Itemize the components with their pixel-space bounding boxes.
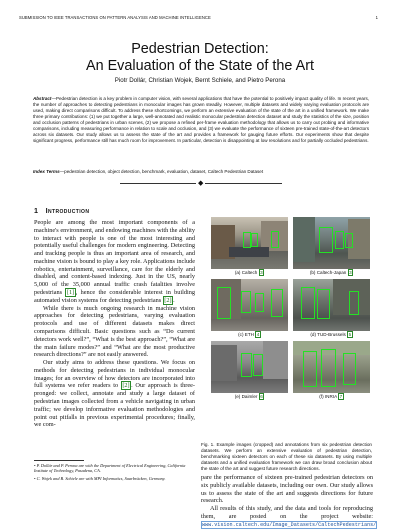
figure-panel-daimler [211,341,288,400]
intro-paragraph-1: People are among the most important components of a machine's environment, and endowing machines with the ability to interact with people is one of the most interesting and potentially useful challenges for modern engineering. Detecting and tracking people is thus an important area of research, and machine vision is bound to play a key role. Applications include robotics, entertainment, surveillance, care for the elderly and disabled, and content-based indexing. Just in the US, nearly 5,000 of the 35,000 annual traffic crash fatalities involve pedestrians [1] , hence the considerable interest in building automated vision systems for detecting pedestrians [2] . [34,219,196,304]
pedestrian-box [217,287,231,319]
citation-link[interactable]: 4 [256,332,260,337]
citation-link[interactable]: 6 [260,394,263,399]
intro-paragraph-3 [34,359,195,429]
section-title: Introduction [45,206,90,215]
panel-label: (e) Daimler [234,394,258,399]
figure-panel-caltech [211,217,288,276]
col2-paragraph-2 [201,505,377,529]
journal-name: SUBMISSION TO IEEE TRANSACTIONS ON PATTERN ANALYSIS AND MACHINE INTELLIGENCE [19,15,211,20]
pedestrian-box [343,353,356,385]
panel-caption [211,331,288,338]
citation-link[interactable]: [2] [164,296,172,304]
index-terms-label: Index Terms [33,169,60,174]
figure-panel-eth [211,279,288,338]
page-number: 1 [375,15,378,20]
pedestrian-box [321,349,336,387]
abstract [33,96,369,144]
pedestrian-box [303,351,317,387]
footnote-2-text: C. Wojek and B. Schiele are with MPI Informatics, Saarbrücken, Germany. [36,476,166,482]
index-terms-text: —pedestrian detection, object detection, benchmark, evaluation, dataset, Caltech Pedestrian Dataset [59,169,264,174]
abstract-text: —Pedestrian detection is a key problem in computer vision, with several applications that have the potential to positively impact quality of life. In recent years, the number of approaches to detecting pedestrians in monocular images has grown steadily. However, multiple datasets and widely varying evaluation protocols are used, making direct comparisons difficult. To address these shortcomings, we perform an extensive evaluation of the state of the art in a unified framework. We make three primary contributions: (1) we put together a large, well-annotated and realistic monocular pedestrian detection dataset and study the statistics of the size, position and occlusion patterns of pedestrians in urban scenes, (2) we propose a refined per-frame evaluation methodology that allows us to carry out probing and informative comparisons, including measuring performance in relation to scale and occlusion, and (3) we evaluate the performance of sixteen pre-trained state-of-the-art detectors across six datasets. Our study allows us to assess the state of the art and provides a framework for gauging future efforts. Our experiments show that despite significant progress, performance still has much room for improvement. In particular, detection is disappointing at low resolutions and for partially occluded pedestrians. [33,96,369,144]
pedestrian-box [345,233,353,248]
panel-caption [293,393,370,400]
street-photo [211,341,288,393]
pedestrian-box [271,289,283,317]
intro-paragraph-2: While there is much ongoing research in machine vision approaches for detecting pedestrians, varying evaluation protocols and use of different datasets makes direct comparisons difficult. Basic questions such as “Do current detectors work well?”, “What is the best approach?”, “What are the main failure modes?” and “What are the most productive research directions?” are not easily answered. [34,304,195,359]
pedestrian-box [241,291,251,313]
right-column-text [201,474,377,529]
section-heading [34,206,89,215]
title-line-2: An Evaluation of the State of the Art [85,58,314,74]
figure-panel-tud-brussels [293,279,370,338]
paper-title [0,41,400,75]
footnote-affiliation-1: • P. Dollár and P. Perona are with the Department of Electrical Engineering, California Institute of Technology, Pasadena, CA. [34,463,186,474]
street-photo [211,279,288,331]
pedestrian-box [335,231,344,249]
pedestrian-box [349,291,359,315]
footnotes [34,463,195,484]
figure-1 [211,217,370,443]
panel-label: (c) ETH [238,332,254,337]
intro-p3-text: Our study aims to address these questions. We focus on methods for detecting pedestrians in individual monocular images; for an overview of how detectors are incorporated into full systems we refer readers to [34,359,195,390]
author-list: Piotr Dollár, Christian Wojek, Bernt Schiele, and Pietro Perona [114,77,286,84]
street-photo [293,341,370,393]
footnote-rule [34,460,84,461]
intro-column [34,219,195,429]
pedestrian-box [319,227,333,253]
panel-caption [211,393,288,400]
col2-paragraph-1: pare the performance of sixteen pre-trained pedestrian detectors on six publicly available datasets, including our own. Our study allows us to assess the state of the art and suggests directions for future research. [201,474,373,505]
panel-caption [293,269,370,276]
abstract-label: Abstract [33,96,52,101]
figure-panel-caltech-japan [293,217,370,276]
citation-link[interactable]: 3 [260,270,263,275]
project-url-link[interactable]: www.vision.caltech.edu/Image_Datasets/CaltechPedestrians/ [202,521,377,528]
figure-caption: Fig. 1. Example images (cropped) and annotations from six pedestrian detection datasets. We perform an extensive evaluation of pedestrian detection, benchmarking sixteen detectors on each of these six datasets. By using multiple datasets and a unified evaluation framework we can draw broad conclusion about the state of the art and suggest future research directions. [201,442,372,471]
figure-panel-inria [293,341,370,400]
col2-p2-text: All results of this study, and the data and tools for reproducing them, are posted on the project website: [201,505,373,520]
pedestrian-box [251,233,258,247]
panel-label: (d) TUD-Brussels [310,332,346,337]
citation-link[interactable]: [2] [122,382,130,390]
panel-label: (a) Caltech [234,270,258,275]
street-photo [293,217,370,269]
citation-link[interactable]: [1] [66,289,75,297]
pedestrian-box [301,287,315,319]
index-terms [33,169,369,175]
footnote-1-text: P. Dollár and P. Perona are with the Department of Electrical Engineering, California Institute of Technology, Pasadena, CA. [34,463,186,474]
pedestrian-box [241,353,252,377]
pedestrian-box [255,293,264,312]
street-photo [211,217,288,269]
footnote-affiliation-2: • C. Wojek and B. Schiele are with MPI Informatics, Saarbrücken, Germany. [34,476,166,482]
panel-caption [293,331,370,338]
section-number: 1 [34,206,39,215]
running-header [19,15,378,23]
title-line-1: Pedestrian Detection: [131,41,269,57]
pedestrian-box [271,231,279,248]
panel-caption [211,269,288,276]
citation-link[interactable]: 5 [348,332,352,337]
pedestrian-box [317,289,330,319]
intro-p1-end: , hence the considerable interest in building automated vision systems for detecting pedestrians [34,289,196,304]
panel-label: (b) Caltech-Japan [309,270,347,275]
citation-link[interactable]: 7 [339,394,343,399]
diamond-icon: ◆ [198,179,204,187]
pedestrian-box [243,232,251,248]
intro-p3-end: . Our approach is three-pronged: we collect, annotate and study a large dataset of pedestrian images collected from a vehicle navigating in urban traffic; we develop informative evaluation methodologies and point out pitfalls in previous experimental procedures; finally, we com- [34,382,195,429]
section-divider [120,179,282,187]
intro-p1-text: People are among the most important components of a machine's environment, and endowing machines with the ability to interact with people is one of the most interesting and potentially useful challenges for modern engineering. Detecting and tracking people is thus an important area of research, and machine vision is bound to play a key role. Applications include robotics, entertainment, surveillance, care for the elderly and disabled, and content-based indexing. Just in the US, nearly 5,000 of the 35,000 annual traffic crash fatalities involve pedestrians [34,219,195,297]
citation-link[interactable]: 3 [349,270,352,275]
street-photo [293,279,370,331]
pedestrian-box [253,354,263,376]
panel-label: (f) INRIA [319,394,337,399]
